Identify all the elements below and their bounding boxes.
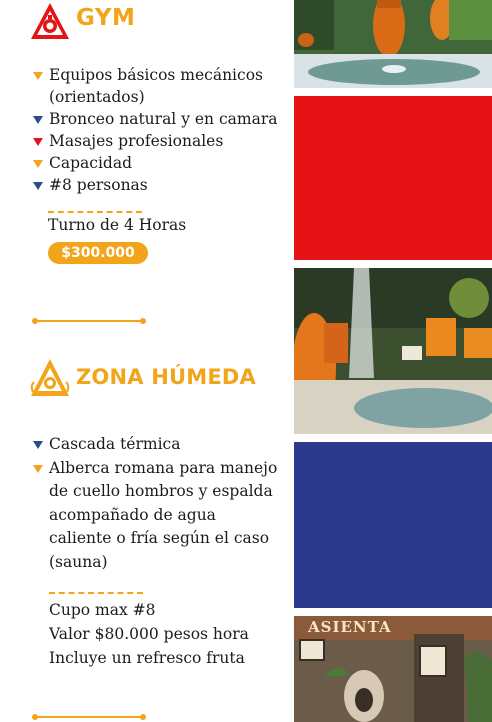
list-item: Masajes profesionales — [33, 130, 283, 152]
list-item: Capacidad — [33, 152, 283, 174]
waterfall-pool-photo — [294, 268, 492, 434]
list-item: Cascada térmica — [33, 433, 283, 457]
gym-shift-text: Turno de 4 Horas — [48, 216, 187, 234]
gym-price-badge: $300.000 — [48, 242, 148, 264]
divider-dot-icon — [32, 318, 38, 324]
triangle-bullet-icon — [33, 182, 43, 190]
zona-valor-text: Valor $80.000 pesos hora — [49, 625, 249, 643]
section-divider — [35, 320, 143, 322]
list-item: Equipos básicos mecánicos (orientados) — [33, 64, 283, 108]
list-item: #8 personas — [33, 174, 283, 196]
zona-humeda-logo-icon — [30, 358, 70, 398]
zona-humeda-title: ZONA HÚMEDA — [76, 365, 256, 389]
triangle-bullet-icon — [33, 116, 43, 124]
gym-logo-icon — [30, 2, 70, 40]
zona-dashed-separator — [49, 592, 143, 594]
triangle-bullet-icon — [33, 441, 43, 449]
divider-dot-icon — [32, 714, 38, 720]
section-divider — [35, 716, 143, 718]
photo-sign-text: ASIENTA — [308, 618, 392, 636]
red-color-block — [294, 96, 492, 260]
triangle-bullet-icon — [33, 138, 43, 146]
fountain-photo — [294, 0, 492, 88]
divider-dot-icon — [140, 318, 146, 324]
sign-entrance-photo — [294, 616, 492, 722]
zona-humeda-features-list — [33, 433, 283, 574]
zona-incluye-text: Incluye un refresco fruta — [49, 649, 245, 667]
list-item: Bronceo natural y en camara — [33, 108, 283, 130]
triangle-bullet-icon — [33, 465, 43, 473]
divider-dot-icon — [140, 714, 146, 720]
blue-color-block — [294, 442, 492, 608]
triangle-bullet-icon — [33, 160, 43, 168]
gym-features-list — [33, 64, 283, 196]
gym-dashed-separator — [48, 211, 142, 213]
gym-title: GYM — [76, 5, 136, 31]
triangle-bullet-icon — [33, 72, 43, 80]
list-item: Alberca romana para manejo de cuello hombros y espalda acompañado de agua caliente o fría según el caso (sauna) — [33, 457, 283, 575]
zona-cupo-text: Cupo max #8 — [49, 601, 156, 619]
